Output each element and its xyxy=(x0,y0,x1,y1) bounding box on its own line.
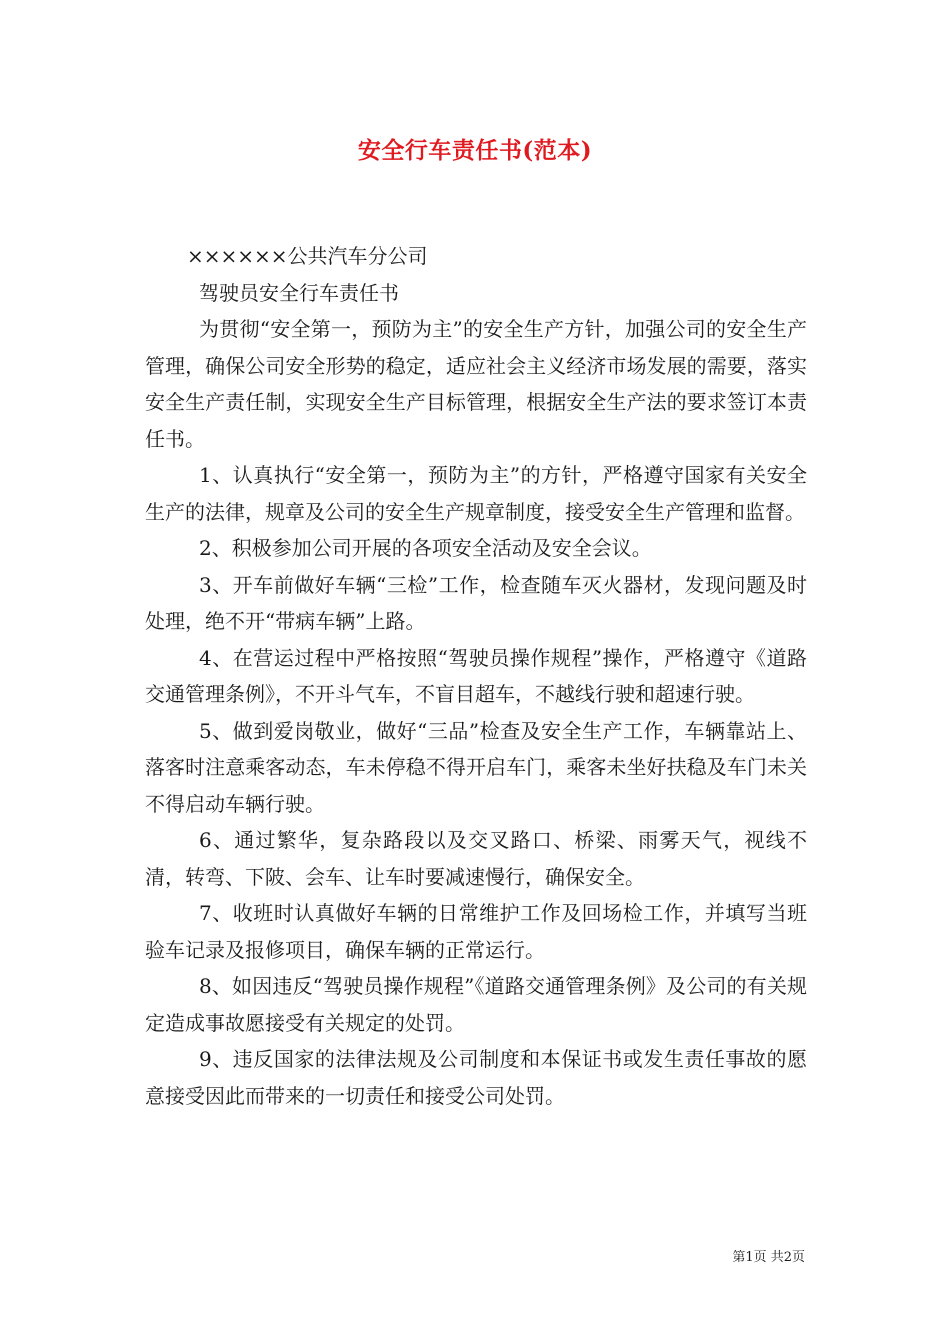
clause-1: 1、认真执行“安全第一，预防为主”的方针，严格遵守国家有关安全生产的法律，规章及公司的安全生产规章制度，接受安全生产管理和监督。 xyxy=(145,463,807,524)
clause-8: 8、如因违反“驾驶员操作规程”《道路交通管理条例》及公司的有关规定造成事故愿接受有关规定的处罚。 xyxy=(145,974,807,1035)
clause-6: 6、通过繁华，复杂路段以及交叉路口、桥梁、雨雾天气，视线不清，转弯、下陂、会车、让车时要减速慢行，确保安全。 xyxy=(145,828,807,889)
intro-paragraph: 为贯彻“安全第一，预防为主”的安全生产方针，加强公司的安全生产管理，确保公司安全形势的稳定，适应社会主义经济市场发展的需要，落实安全生产责任制，实现安全生产目标管理，根据安全生产法的要求签订本责任书。 xyxy=(145,317,807,451)
clause-7: 7、收班时认真做好车辆的日常维护工作及回场检工作，并填写当班验车记录及报修项目，确保车辆的正常运行。 xyxy=(145,901,807,962)
clause-5: 5、做到爱岗敬业，做好“三品”检查及安全生产工作，车辆靠站上、落客时注意乘客动态，车未停稳不得开启车门，乘客未坐好扶稳及车门未关不得启动车辆行驶。 xyxy=(145,718,807,816)
document-subtitle: 驾驶员安全行车责任书 xyxy=(199,280,399,305)
document-body xyxy=(145,238,807,1114)
company-name: ××××××公共汽车分公司 xyxy=(187,244,428,268)
page-indicator: 第1页 共2页 xyxy=(732,1250,805,1265)
clause-2: 2、积极参加公司开展的各项安全活动及安全会议。 xyxy=(199,536,652,560)
clause-4: 4、在营运过程中严格按照“驾驶员操作规程”操作，严格遵守《道路交通管理条例》，不开斗气车，不盲目超车，不越线行驶和超速行驶。 xyxy=(145,645,807,706)
clause-3: 3、开车前做好车辆“三检”工作，检查随车灭火器材，发现问题及时处理，绝不开“带病车辆”上路。 xyxy=(145,572,807,633)
clause-9: 9、违反国家的法律法规及公司制度和本保证书或发生责任事故的愿意接受因此而带来的一切责任和接受公司处罚。 xyxy=(145,1047,807,1108)
document-title: 安全行车责任书(范本) xyxy=(357,137,593,164)
